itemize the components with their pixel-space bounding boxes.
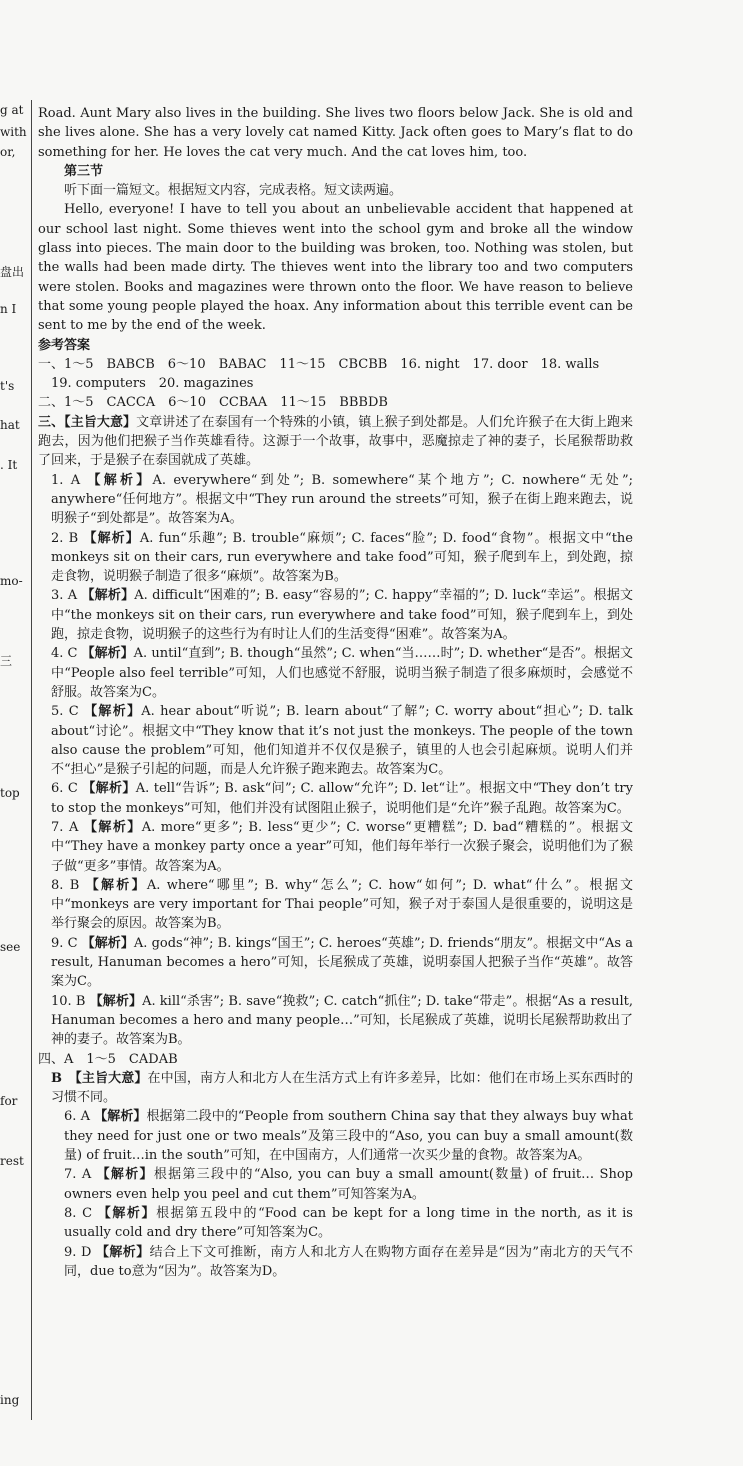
gutter-fragment: with <box>0 125 27 139</box>
explanation-item <box>38 471 633 529</box>
item-text: A. tell“告诉”; B. ask“问”; C. allow“允许”; D. let“让”。根据文中“They don’t try to stop the monkeys”可知，他们并没有试图阻止猴子，说明他们是“允许”猴子乱跑。故答案为C。 <box>51 781 633 816</box>
answers-part-4b-summary <box>38 1069 633 1108</box>
item-number: 5. C <box>51 704 85 720</box>
explanation-item <box>38 876 633 934</box>
listening-passage-2: Hello, everyone! I have to tell you about an unbelievable accident that happened at our school last night. Some thieves went into the school gym and broke all the window glass into pieces. The main door to the building was broken, too. Nothing was stolen, but the walls had been made dirty. The thieves went into the library too and two computers were stolen. Books and magazines were thrown onto the floor. We have reason to believe that some young people played the hoax. Any information about this terrible event can be sent to me by the end of the week. <box>38 202 633 334</box>
gutter-fragment: rest <box>0 1154 24 1168</box>
explanation-item <box>38 934 633 992</box>
explanation-item <box>38 702 633 779</box>
item-number: 7. A <box>51 819 84 835</box>
answers-part-2: 二、1～5 CACCA 6～10 CCBAA 11～15 BBBDB <box>38 395 388 411</box>
gutter-fragment: see <box>0 940 21 954</box>
item-number: 2. B <box>51 530 84 546</box>
answers-title: 参考答案 <box>38 337 91 353</box>
analysis-label: 【解析】 <box>81 935 134 951</box>
analysis-label: 【解析】 <box>96 1167 154 1183</box>
gutter-fragment: hat <box>0 418 20 432</box>
summary-text-b: 在中国，南方人和北方人在生活方式上有许多差异，比如：他们在市场上买东西时的习惯不同。 <box>51 1070 633 1106</box>
item-text: A. gods“神”; B. kings“国王”; C. heroes“英雄”; D. friends“朋友”。根据文中“As a result, Hanuman becomes a hero”可知，长尾猴成了英雄，说明泰国人把猴子当作“英雄”。故答案为C。 <box>51 935 633 990</box>
analysis-label: 【解析】 <box>81 646 134 662</box>
summary-text: 文章讲述了在泰国有一个特殊的小镇，镇上猴子到处都是。人们允许猴子在大街上跑来跑去，因为他们把猴子当作英雄看待。这源于一个故事，故事中，恶魔掠走了神的妻子，长尾猴帮助救了回来，于是猴子在泰国就成了英雄。 <box>38 414 633 469</box>
summary-label-b: B 【主旨大意】 <box>51 1070 148 1086</box>
item-text: A. more“更多”; B. less“更少”; C. worse“更糟糕”; D. bad“糟糕的”。根据文中“They have a monkey party once a year”可知，他们每年举行一次猴子聚会，说明他们为了猴子做“更多”事情。故答案为A。 <box>51 819 633 874</box>
answers-part-4a: 四、A 1～5 CADAB <box>38 1051 178 1067</box>
answers-part-3-summary <box>38 413 633 471</box>
analysis-label: 【解析】 <box>82 781 136 797</box>
gutter-fragment: g at <box>0 103 24 117</box>
explanation-item <box>38 818 633 876</box>
explanation-item <box>51 1243 633 1282</box>
explanation-item <box>38 992 633 1050</box>
listening-passage-1: Road. Aunt Mary also lives in the building. She lives two floors below Jack. She is old and she lives alone. She has a very lovely cat named Kitty. Jack often goes to Mary’s flat to do something for her. He loves the cat very much. And the cat loves him, too. <box>38 106 633 160</box>
item-number: 3. A <box>51 588 82 604</box>
analysis-label: 【解析】 <box>87 472 153 488</box>
gutter-fragment: 盘出 <box>0 265 25 279</box>
item-number: 10. B <box>51 993 90 1009</box>
item-number: 9. D <box>64 1244 96 1260</box>
item-number: 9. C <box>51 935 82 951</box>
item-text: 根据第二段中的“People from southern China say that they always buy what they need for just one or two meals”及第三段中的“Aso, you can buy a small amount(数量) of fruit…in the south”可知，在中国南方，人们通常一次买少量的食物。故答案为A。 <box>64 1109 633 1164</box>
item-text: 结合上下文可推断，南方人和北方人在购物方面存在差异是“因为”南北方的天气不同，due to意为“因为”。故答案为D。 <box>64 1244 633 1279</box>
answer-page <box>38 104 633 1281</box>
explanation-item <box>51 1204 633 1243</box>
item-text: A. where“哪里”; B. why“怎么”; C. how“如何”; D. what“什么”。根据文中“monkeys are very important for Thai people”可知，猴子对于泰国人是很重要的，说明这是举行聚会的原因。故答案为B。 <box>51 877 633 932</box>
explanation-item <box>38 529 633 587</box>
explanation-item <box>51 1107 633 1165</box>
item-text: A. until“直到”; B. though“虽然”; C. when“当……时”; D. whether“是否”。根据文中“People also feel terrible”可知，人们也感觉不舒服，说明当猴子制造了很多麻烦时，会感觉不舒服。故答案为C。 <box>51 646 633 700</box>
item-text: A. fun“乐趣”; B. trouble“麻烦”; C. faces“脸”; D. food“食物”。根据文中“the monkeys sit on their cars, run everywhere and take food”可知，猴子爬到车上，到处跑，掠走食物，说明猴子制造了很多“麻烦”。故答案为B。 <box>51 530 633 585</box>
gutter-fragment: 三 <box>0 654 13 668</box>
answers-part-1: 一、1～5 BABCB 6～10 BABAC 11～15 CBCBB 16. night 17. door 18. walls <box>38 356 600 372</box>
gutter-fragment: or, <box>0 145 16 159</box>
gutter-fragment: mo- <box>0 574 23 588</box>
analysis-label: 【解析】 <box>89 993 143 1009</box>
part-4b-explanations <box>38 1107 633 1281</box>
explanation-item <box>51 1165 633 1204</box>
summary-label: 三、【主旨大意】 <box>38 414 137 430</box>
item-number: 6. A <box>64 1109 95 1125</box>
part-3-explanations <box>38 471 633 1050</box>
item-text: 根据第三段中的“Also, you can buy a small amount(数量) of fruit… Shop owners even help you peel and cut them”可知答案为A。 <box>64 1167 633 1202</box>
analysis-label: 【解析】 <box>94 1109 147 1125</box>
item-number: 8. C <box>64 1205 98 1221</box>
answers-part-1-cont: 19. computers 20. magazines <box>51 376 254 392</box>
analysis-label: 【解析】 <box>85 877 147 893</box>
left-margin-cut-text <box>0 0 27 1466</box>
item-text: A. everywhere“到处”; B. somewhere“某个地方”; C. nowhere“无处”; anywhere“任何地方”。根据文中“They run around the streets”可知，猴子在街上跑来跑去，说明猴子“到处都是”。故答案为A。 <box>51 472 633 527</box>
item-number: 6. C <box>51 781 83 797</box>
item-number: 8. B <box>51 877 86 893</box>
gutter-fragment: t's <box>0 379 15 393</box>
section-3-title: 第三节 <box>64 163 104 179</box>
gutter-fragment: . It <box>0 458 18 472</box>
item-text: A. hear about“听说”; B. learn about“了解”; C. worry about“担心”; D. talk about“讨论”。根据文中“They know that it’s not just the monkeys. The people of the town also cause the problem”可知，他们知道并不仅仅是猴子，镇里的人也会引起麻烦。说明人们并不“担心”是猴子引起的问题，而是人允许猴子跑来跑去。故答案为C。 <box>51 704 633 778</box>
explanation-item <box>38 644 633 702</box>
explanation-item <box>38 779 633 818</box>
item-number: 7. A <box>64 1167 97 1183</box>
analysis-label: 【解析】 <box>83 819 142 835</box>
item-text: 根据第五段中的“Food can be kept for a long time in the north, as it is usually cold and dry there”可知答案为C。 <box>64 1205 633 1241</box>
gutter-fragment: for <box>0 1094 18 1108</box>
item-text: A. kill“杀害”; B. save“挽救”; C. catch“抓住”; D. take“带走”。根据“As a result, Hanuman becomes a hero and many people…”可知，长尾猴成了英雄，说明长尾猴帮助救出了神的妻子。故答案为B。 <box>51 993 633 1048</box>
analysis-label: 【解析】 <box>95 1244 150 1260</box>
column-divider <box>31 100 32 1420</box>
analysis-label: 【解析】 <box>81 588 135 604</box>
item-text: A. difficult“困难的”; B. easy“容易的”; C. happy“幸福的”; D. luck“幸运”。根据文中“the monkeys sit on their cars, run everywhere and take food”可知，猴子爬到车上，到处跑，掠走食物，说明猴子的这些行为有时让人们的生活变得“困难”。故答案为A。 <box>51 588 633 643</box>
gutter-fragment: top <box>0 786 20 800</box>
analysis-label: 【解析】 <box>84 704 142 720</box>
explanation-item <box>38 586 633 644</box>
gutter-fragment: ing <box>0 1393 20 1407</box>
item-number: 4. C <box>51 646 82 662</box>
gutter-fragment: n I <box>0 302 17 316</box>
analysis-label: 【解析】 <box>97 1205 157 1221</box>
analysis-label: 【解析】 <box>83 530 140 546</box>
item-number: 1. A <box>51 472 88 488</box>
section-3-instruction: 听下面一篇短文。根据短文内容，完成表格。短文读两遍。 <box>64 183 403 199</box>
